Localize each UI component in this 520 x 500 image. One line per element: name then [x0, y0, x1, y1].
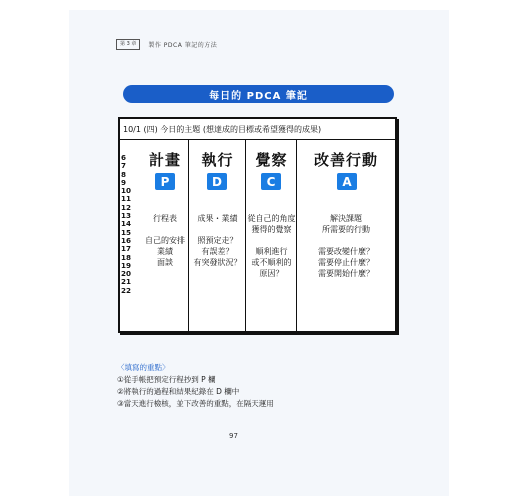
check-column-title: 覺察 [255, 151, 288, 169]
hour-label: 11 [121, 194, 132, 204]
do-column-title: 執行 [201, 151, 234, 169]
hour-label: 7 [121, 161, 127, 171]
section-banner: 每日的 PDCA 筆記 [123, 85, 394, 103]
theme-row: 10/1 (四) 今日的主題 (想達成的目標或希望獲得的成果) [120, 119, 395, 140]
header-title: 製作 PDCA 筆記的方法 [148, 41, 218, 49]
hour-label: 15 [121, 227, 132, 237]
act-badge: A [337, 173, 357, 190]
hour-label: 12 [121, 202, 132, 212]
check-badge: C [261, 173, 281, 190]
tip-item: ③當天進行檢核，並下改善的重點，在隔天運用 [117, 399, 274, 408]
do-badge: D [207, 173, 227, 190]
hour-label: 21 [121, 277, 132, 287]
hour-label: 18 [121, 252, 132, 262]
hour-label: 9 [121, 177, 127, 187]
writing-tips [117, 362, 274, 410]
pdca-note-card [118, 117, 397, 333]
tip-item: ②將執行的過程和結果紀錄在 D 欄中 [117, 387, 240, 396]
hour-label: 20 [121, 269, 132, 279]
hour-label: 10 [121, 186, 132, 196]
do-column-text: 成果・業績 照預定走？ 有誤差？ 有突發狀況？ [193, 214, 242, 267]
tip-item: ①從手帳把預定行程抄到 P 欄 [117, 375, 216, 384]
chapter-label: 第 3 章 [116, 39, 140, 50]
hour-label: 13 [121, 211, 132, 221]
running-header [116, 38, 217, 50]
check-column-text: 從自己的角度 獲得的覺察 順利進行 或不順利的 原因？ [247, 214, 296, 278]
hour-label: 6 [121, 153, 127, 162]
hour-label: 16 [121, 235, 132, 245]
hour-label: 22 [121, 285, 132, 295]
act-column-title: 改善行動 [313, 151, 378, 169]
hour-label: 8 [121, 169, 127, 179]
page-number: 97 [229, 432, 238, 440]
hour-label: 19 [121, 260, 132, 270]
hour-label: 14 [121, 219, 132, 229]
tips-title: 〈填寫的重點〉 [117, 363, 170, 372]
plan-column-title: 計畫 [148, 151, 181, 169]
plan-badge: P [155, 173, 175, 190]
plan-column-text: 行程表 自己的安排 業績 面談 [145, 214, 185, 267]
act-column-text: 解決課題 所需要的行動 需要改變什麼？ 需要停止什麼？ 需要開始什麼？ [318, 214, 374, 278]
hour-label: 17 [121, 244, 132, 254]
